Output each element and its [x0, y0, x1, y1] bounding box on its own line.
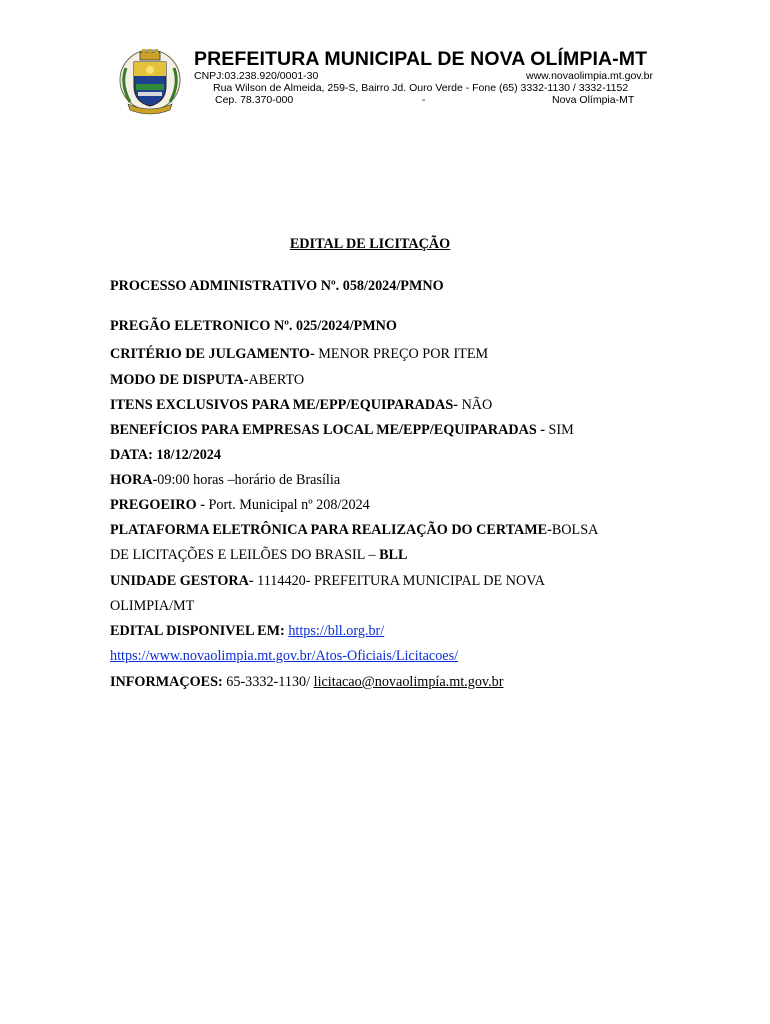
bll-link[interactable]: https://bll.org.br/: [288, 623, 385, 639]
info-line: INFORMAÇOES: 65-3332-1130/ licitacao@novaolimpía.mt.gov.br: [110, 674, 504, 690]
modo-line: MODO DE DISPUTA-ABERTO: [110, 372, 305, 388]
cep: Cep. 78.370-000: [215, 94, 294, 106]
itens-line: ITENS EXCLUSIVOS PARA ME/EPP/EQUIPARADAS- NÃO: [110, 397, 493, 413]
beneficios-line: BENEFÍCIOS PARA EMPRESAS LOCAL ME/EPP/EQUIPARADAS - SIM: [110, 422, 574, 438]
address: Rua Wilson de Almeida, 259-S, Bairro Jd. Ouro Verde - Fone (65) 3332-1130 / 3332-1152: [213, 82, 629, 94]
website: www.novaolimpia.mt.gov.br: [526, 70, 654, 82]
prefeitura-licitacoes-link[interactable]: https://www.novaolimpia.mt.gov.br/Atos-Oficiais/Licitacoes/: [110, 648, 459, 664]
cnpj: CNPJ:03.238.920/0001-30: [194, 70, 319, 82]
plataforma-line-2: DE LICITAÇÕES E LEILÕES DO BRASIL – BLL: [110, 547, 408, 563]
email-link[interactable]: licitacao@novaolimpía.mt.gov.br: [313, 674, 504, 690]
criterio-line: CRITÉRIO DE JULGAMENTO- MENOR PREÇO POR ITEM: [110, 346, 489, 362]
pregoeiro-line: PREGOEIRO - Port. Municipal nº 208/2024: [110, 497, 370, 513]
letterhead: [112, 46, 672, 116]
municipal-crest-icon: [116, 48, 184, 116]
municipality-name: PREFEITURA MUNICIPAL DE NOVA OLÍMPIA-MT: [194, 48, 648, 70]
unidade-line-2: OLIMPIA/MT: [110, 598, 195, 614]
pregao: PREGÃO ELETRONICO Nº. 025/2024/PMNO: [110, 318, 397, 334]
processo: PROCESSO ADMINISTRATIVO Nº. 058/2024/PMNO: [110, 278, 444, 294]
unidade-line: UNIDADE GESTORA- 1114420- PREFEITURA MUNICIPAL DE NOVA: [110, 573, 545, 589]
edital-line: EDITAL DISPONIVEL EM: https://bll.org.br/: [110, 623, 385, 639]
page-title: EDITAL DE LICITAÇÃO: [289, 236, 451, 252]
edital-line-2: [110, 648, 458, 665]
plataforma-line: PLATAFORMA ELETRÔNICA PARA REALIZAÇÃO DO CERTAME-BOLSA: [110, 522, 599, 538]
dash: -: [422, 94, 426, 106]
city: Nova Olímpia-MT: [552, 94, 635, 106]
hora-line: HORA-09:00 horas –horário de Brasília: [110, 472, 341, 488]
data-line: DATA: 18/12/2024: [110, 447, 221, 463]
